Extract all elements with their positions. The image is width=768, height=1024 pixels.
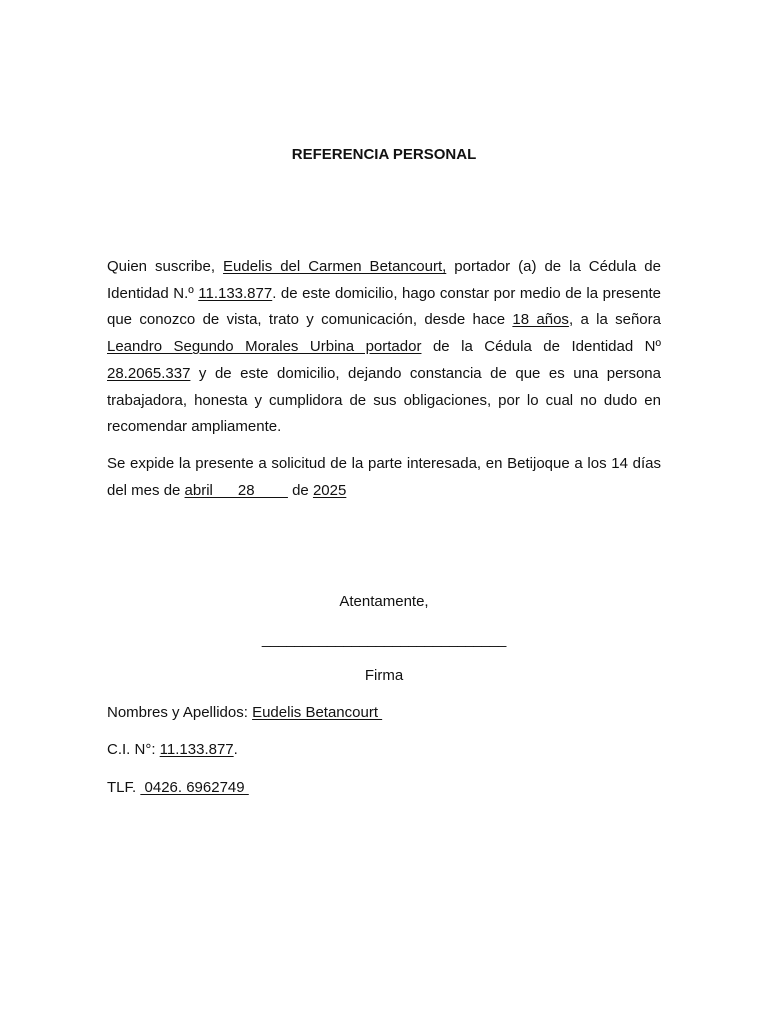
- id-label: C.I. N°:: [107, 741, 160, 758]
- phone-value: 0426. 6962749: [140, 779, 249, 796]
- issue-month-day: abril 28: [184, 481, 288, 499]
- paragraph-text: de la Cédula de Identidad Nº: [421, 338, 661, 356]
- issuance-paragraph: [107, 451, 661, 504]
- paragraph-text: Quien suscribe,: [107, 258, 224, 275]
- issue-year: 2025: [312, 481, 347, 499]
- closing-salutation: Atentamente,: [339, 593, 429, 610]
- id-field: [107, 740, 238, 760]
- paragraph-text: y de este domicilio, dejando constancia de que es una persona trabajadora, honesta y cumplidora de sus obligaciones, por lo cual no dudo en recomendar ampliamente.: [107, 364, 661, 436]
- names-field: [107, 703, 382, 723]
- paragraph-text: . de este domicilio, hago constar por medio de la presente que conozco de vista, trato y comunicación, desde hace: [107, 284, 661, 329]
- referee-name: Leandro Segundo Morales Urbina portador: [107, 338, 422, 356]
- signer-id-number: 11.133.877: [198, 284, 273, 302]
- paragraph-text: , a la señora: [568, 311, 661, 329]
- signature-label: Firma: [364, 667, 404, 684]
- id-value: 11.133.877: [159, 741, 234, 758]
- document-title: REFERENCIA PERSONAL: [291, 146, 477, 163]
- reference-paragraph: [107, 254, 661, 441]
- names-label: Nombres y Apellidos:: [107, 704, 253, 721]
- signature-line: ______________________________: [261, 631, 507, 648]
- phone-label: TLF.: [107, 779, 141, 796]
- names-value: Eudelis Betancourt: [252, 704, 383, 721]
- paragraph-text: portador (a) de la Cédula de Identidad N.º: [107, 258, 661, 302]
- signer-name: Eudelis del Carmen Betancourt,: [223, 258, 447, 275]
- paragraph-text: de: [287, 481, 313, 499]
- years-known: 18 años: [512, 311, 569, 329]
- phone-field: [107, 778, 249, 798]
- id-suffix: .: [233, 741, 238, 758]
- paragraph-text: Se expide la presente a solicitud de la parte interesada, en Betijoque a los 14 días del mes de: [107, 455, 661, 499]
- referee-id-number: 28.2065.337: [107, 364, 191, 382]
